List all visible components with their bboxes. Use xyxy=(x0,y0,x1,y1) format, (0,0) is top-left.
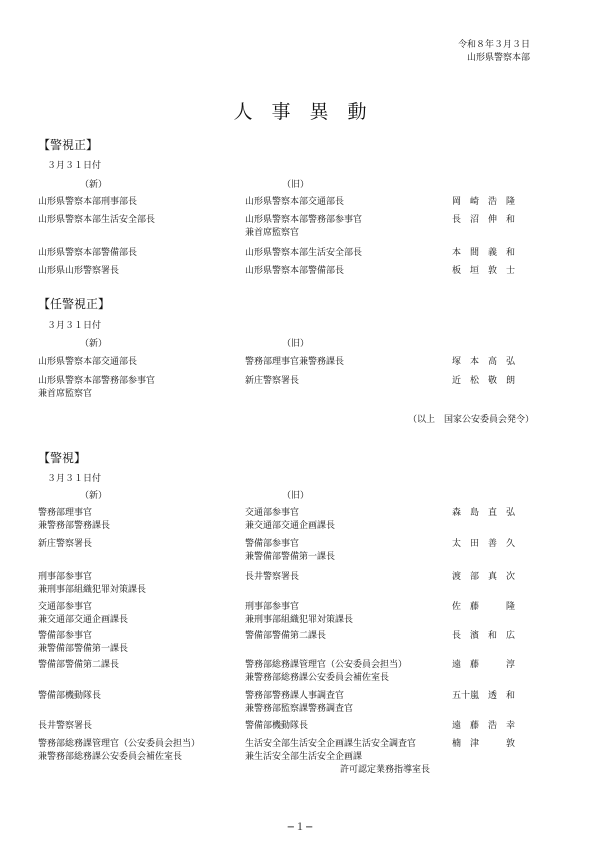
old-position: 警備部警備第二課長 xyxy=(245,631,327,641)
new-position: 山形県警察本部刑事部長 xyxy=(38,197,138,207)
section-date: ３月３１日付 xyxy=(47,474,102,484)
new-position: 山形県山形警察署長 xyxy=(38,266,120,276)
new-position: 交通部参事官 xyxy=(38,602,93,612)
old-position: 警務部理事官兼警務課長 xyxy=(245,357,345,367)
new-position: 山形県警察本部交通部長 xyxy=(38,357,138,367)
issuance-note: （以上 国家公安委員会発令） xyxy=(407,415,534,425)
old-position: 交通部参事官 xyxy=(245,508,300,518)
new-position-line2: 兼警務部総務課公安委員会補佐室長 xyxy=(38,752,183,762)
old-position-line2: 兼警務部総務課公安委員会補佐室長 xyxy=(245,673,390,683)
person-name: 長 沼 伸 和 xyxy=(452,215,516,225)
new-position: 山形県警察本部生活安全部長 xyxy=(38,215,156,225)
column-new-label: （新） xyxy=(80,339,108,349)
column-old-label: （旧） xyxy=(282,339,310,349)
new-position: 山形県警察本部警備部長 xyxy=(38,248,138,258)
new-position-line2: 兼首席監察官 xyxy=(38,389,93,399)
new-position: 山形県警察本部警務部参事官 xyxy=(38,376,156,386)
person-name: 遠 藤 淳 xyxy=(452,660,516,670)
person-name: 佐 藤 隆 xyxy=(452,602,516,612)
old-position: 新庄警察署長 xyxy=(245,376,300,386)
new-position: 長井警察署長 xyxy=(38,721,93,731)
header-issuer: 山形県警察本部 xyxy=(466,53,530,63)
person-name: 塚 本 高 弘 xyxy=(452,357,516,367)
person-name: 渡 部 真 次 xyxy=(452,572,516,582)
person-name: 太 田 善 久 xyxy=(452,539,516,549)
old-position: 山形県警察本部生活安全部長 xyxy=(245,248,363,258)
person-name: 岡 崎 浩 隆 xyxy=(452,197,516,207)
old-position: 警備部機動隊長 xyxy=(245,721,309,731)
new-position-line2: 兼警務部警務課長 xyxy=(38,521,111,531)
page-number: −１− xyxy=(286,822,314,833)
person-name: 板 垣 敦 士 xyxy=(452,266,516,276)
section-date: ３月３１日付 xyxy=(47,321,102,331)
person-name: 楠 津 敦 xyxy=(452,739,516,749)
old-position-line3: 許可認定業務指導室長 xyxy=(340,765,431,775)
old-position-line2: 兼生活安全部生活安全企画課 xyxy=(245,752,363,762)
new-position: 警備部参事官 xyxy=(38,631,93,641)
old-position-line2: 兼刑事部組織犯罪対策課長 xyxy=(245,615,354,625)
new-position: 新庄警察署長 xyxy=(38,539,93,549)
old-position: 山形県警察本部警備部長 xyxy=(245,266,345,276)
old-position-line2: 兼警務部監察課警務調査官 xyxy=(245,704,354,714)
old-position: 警務部総務課管理官（公安委員会担当） xyxy=(245,660,408,670)
old-position: 山形県警察本部警務部参事官 xyxy=(245,215,363,225)
old-position: 長井警察署長 xyxy=(245,572,300,582)
header-date: 令和８年３月３日 xyxy=(457,40,530,50)
column-new-label: （新） xyxy=(80,180,108,190)
person-name: 遠 藤 浩 幸 xyxy=(452,721,516,731)
person-name: 近 松 敬 朗 xyxy=(452,376,516,386)
new-position: 警務部理事官 xyxy=(38,508,93,518)
section-heading: 【任警視正】 xyxy=(38,297,111,311)
new-position: 警備部機動隊長 xyxy=(38,691,102,701)
new-position-line2: 兼交通部交通企画課長 xyxy=(38,615,129,625)
old-position: 刑事部参事官 xyxy=(245,602,300,612)
section-date: ３月３１日付 xyxy=(47,161,102,171)
new-position-line2: 兼刑事部組織犯罪対策課長 xyxy=(38,585,147,595)
old-position: 生活安全部生活安全企画課生活安全調査官 xyxy=(245,739,417,749)
person-name: 五十嵐 透 和 xyxy=(452,691,516,701)
section-heading: 【警視】 xyxy=(38,451,87,465)
person-name: 森 島 直 弘 xyxy=(452,508,516,518)
old-position-line2: 兼交通部交通企画課長 xyxy=(245,521,336,531)
column-new-label: （新） xyxy=(80,491,108,501)
new-position: 刑事部参事官 xyxy=(38,572,93,582)
person-name: 本 間 義 和 xyxy=(452,248,516,258)
old-position: 山形県警察本部交通部長 xyxy=(245,197,345,207)
person-name: 長 濱 和 広 xyxy=(452,631,516,641)
section-heading: 【警視正】 xyxy=(38,138,99,152)
old-position: 警務部警務課人事調査官 xyxy=(245,691,345,701)
old-position-line2: 兼首席監察官 xyxy=(245,228,300,238)
column-old-label: （旧） xyxy=(282,180,310,190)
old-position: 警備部参事官 xyxy=(245,539,300,549)
column-old-label: （旧） xyxy=(282,491,310,501)
document-title: 人 事 異 動 xyxy=(233,101,367,123)
new-position-line2: 兼警備部警備第一課長 xyxy=(38,644,129,654)
new-position: 警備部警備第二課長 xyxy=(38,660,120,670)
new-position: 警務部総務課管理官（公安委員会担当） xyxy=(38,739,201,749)
old-position-line2: 兼警備部警備第一課長 xyxy=(245,552,336,562)
